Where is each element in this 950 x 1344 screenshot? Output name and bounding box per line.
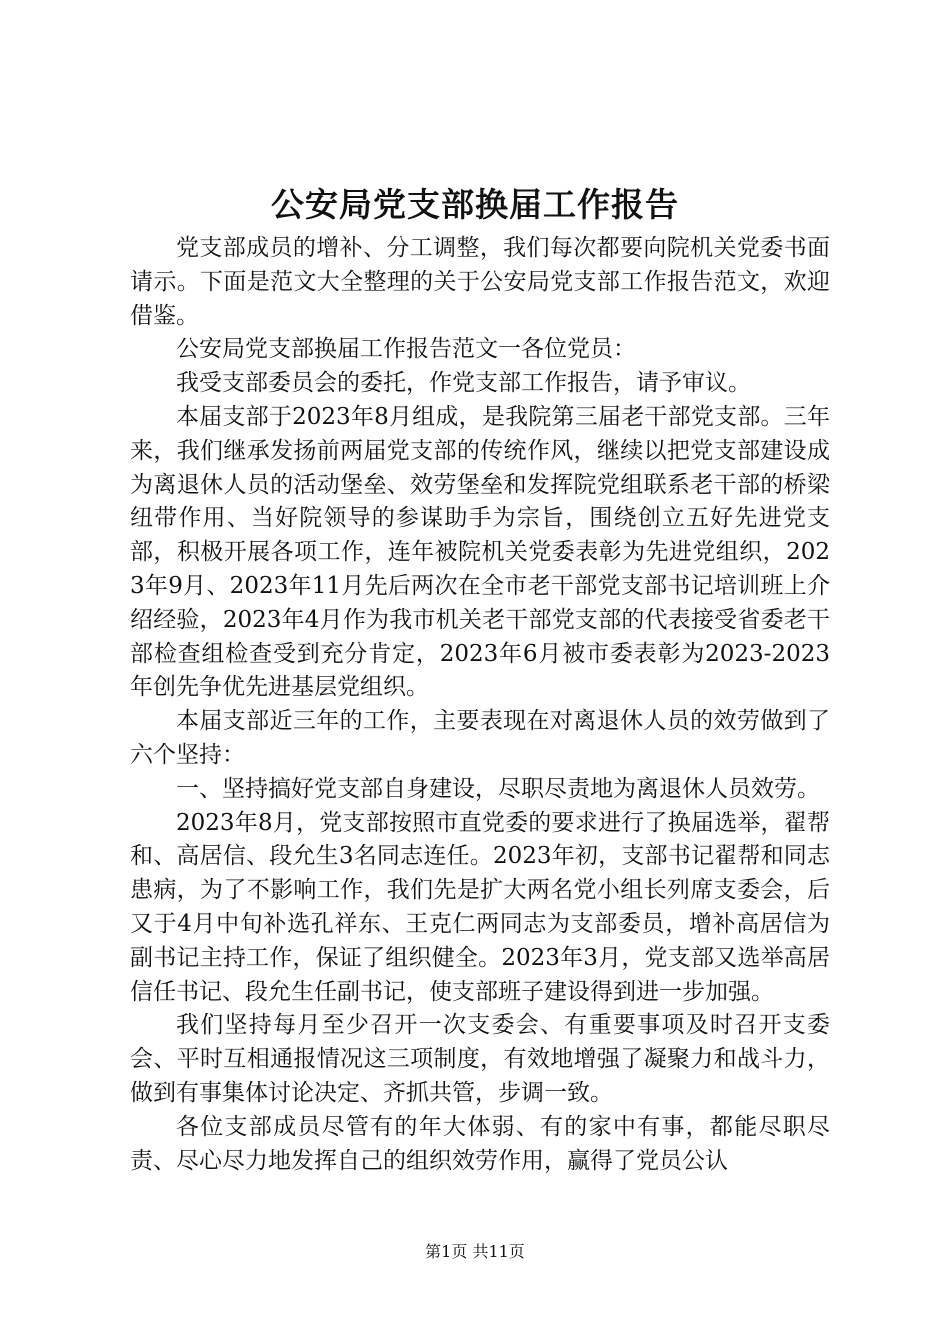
paragraph-members-duty: 各位支部成员尽管有的年大体弱、有的家中有事，都能尽职尽责、尽心尽力地发挥自己的组织效劳作用，赢得了党员公认: [130, 1113, 830, 1174]
paragraph-commission: 我受支部委员会的委托，作党支部工作报告，请予审议。: [176, 370, 751, 397]
paragraph-salutation: 公安局党支部换届工作报告范文一各位党员：: [176, 336, 636, 363]
page-footer: 第1页 共11页: [425, 1242, 525, 1261]
paragraph-overview: 本届支部于2023年8月组成，是我院第三届老干部党支部。三年来，我们继承发扬前两届党支部的传统作风，继续以把党支部建设成为离退休人员的活动堡垒、效劳堡垒和发挥院党组联系老干部的桥梁纽带作用、当好院领导的参谋助手为宗旨，围绕创立五好先进党支部，积极开展各项工作，连年被院机关党委表彰为先进党组织，2023年9月、2023年11月先后两次在全市老干部党支部书记培训班上介绍经验，2023年4月作为我市机关老干部党支部的代表接受省委老干部检查组检查受到充分肯定，2023年6月被市委表彰为2023-2023年创先争优先进基层党组织。: [130, 403, 830, 701]
paragraph-meeting-system: 我们坚持每月至少召开一次支委会、有重要事项及时召开支委会、平时互相通报情况这三项制度，有效地增强了凝聚力和战斗力，做到有事集体讨论决定、齐抓共管，步调一致。: [130, 1012, 830, 1106]
paragraph-six-persistences: 本届支部近三年的工作，主要表现在对离退休人员的效劳做到了六个坚持：: [130, 708, 830, 768]
document-title: 公安局党支部换届工作报告: [271, 185, 679, 224]
paragraph-section-one-heading: 一、坚持搞好党支部自身建设，尽职尽责地为离退休人员效劳。: [176, 775, 820, 802]
paragraph-election: 2023年8月，党支部按照市直党委的要求进行了换届选举，翟帮和、高居信、段允生3名同志连任。2023年初，支部书记翟帮和同志患病，为了不影响工作，我们先是扩大两名党小组长列席支委会，后又于4月中旬补选孔祥东、王克仁两同志为支部委员，增补高居信为副书记主持工作，保证了组织健全。2023年3月，党支部又选举高居信任书记、段允生任副书记，使支部班子建设得到进一步加强。: [130, 809, 830, 1005]
paragraph-intro: 党支部成员的增补、分工调整，我们每次都要向院机关党委书面请示。下面是范文大全整理的关于公安局党支部工作报告范文，欢迎借鉴。: [130, 235, 830, 329]
document-body: [130, 232, 830, 1178]
